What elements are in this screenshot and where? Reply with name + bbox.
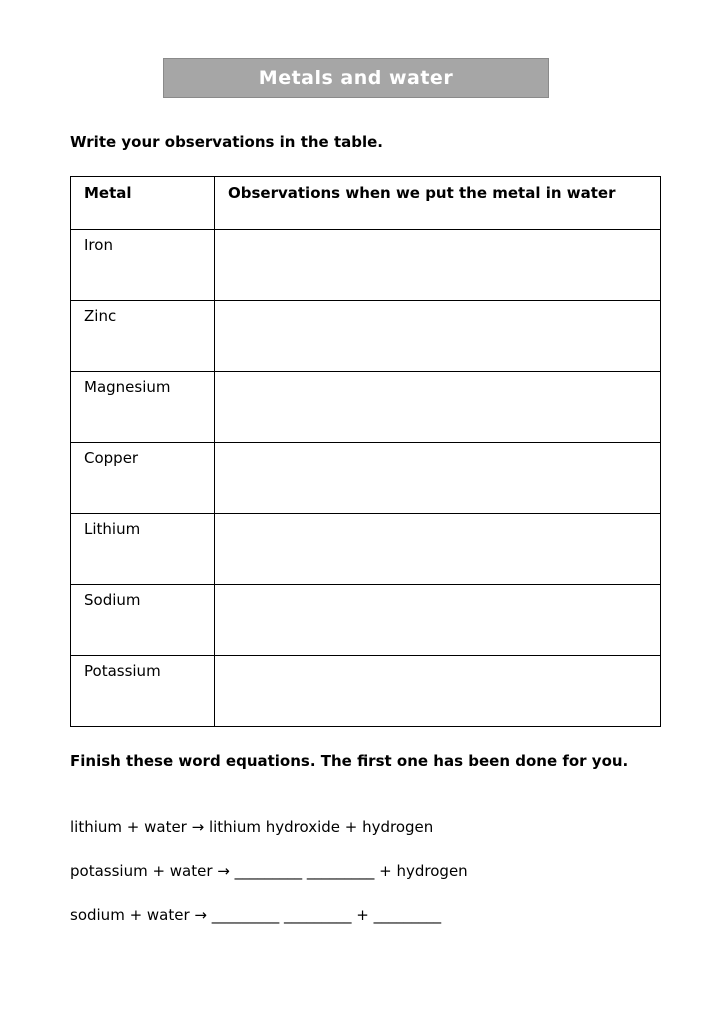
observation-cell[interactable] [215,443,661,514]
table-row [71,514,661,585]
metal-cell: Magnesium [71,372,215,443]
header-observations: Observations when we put the metal in water [215,177,661,230]
word-equation-lithium: lithium + water → lithium hydroxide + hydrogen [70,818,434,836]
table-row [71,585,661,656]
table-row [71,301,661,372]
table-row [71,372,661,443]
observation-cell[interactable] [215,372,661,443]
observation-cell[interactable] [215,230,661,301]
table-row [71,230,661,301]
table-instruction: Write your observations in the table. [70,133,383,151]
observations-table [70,176,661,727]
word-equation-sodium: sodium + water → _________ _________ + _________ [70,906,442,924]
observation-cell[interactable] [215,514,661,585]
title-banner [163,58,549,98]
metal-cell: Lithium [71,514,215,585]
metal-cell: Zinc [71,301,215,372]
metal-cell: Iron [71,230,215,301]
word-equation-potassium: potassium + water → _________ _________ + hydrogen [70,862,468,880]
page-title: Metals and water [258,67,454,89]
observation-cell[interactable] [215,301,661,372]
metal-cell: Copper [71,443,215,514]
metal-cell: Sodium [71,585,215,656]
observation-cell[interactable] [215,656,661,727]
table-row [71,443,661,514]
equations-instruction: Finish these word equations. The first one has been done for you. [70,752,629,770]
table-header-row [71,177,661,230]
header-metal: Metal [71,177,215,230]
observation-cell[interactable] [215,585,661,656]
metal-cell: Potassium [71,656,215,727]
table-row [71,656,661,727]
